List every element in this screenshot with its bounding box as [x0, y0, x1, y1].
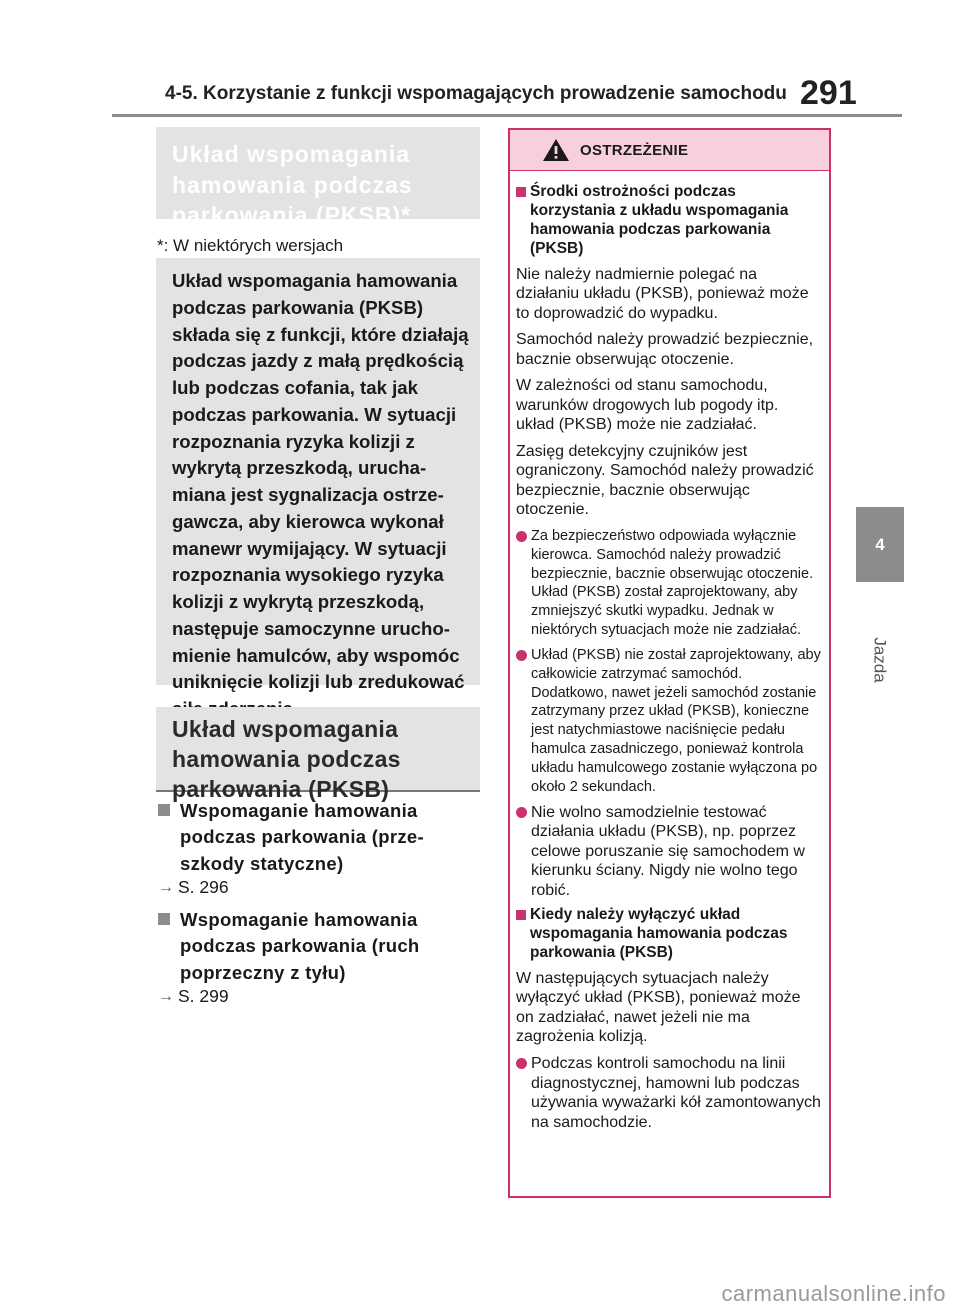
warning-bullet [516, 527, 821, 640]
arrow-right-icon: → [158, 878, 174, 896]
intro-box [156, 258, 480, 693]
warning-paragraph: W następujących sytuacjach należy wyłączyć układ (PKSB), ponieważ może on zadziałać, nawet jeżeli nie ma zagrożenia kolizją. [516, 969, 801, 1046]
section-title: Układ wspomagania hamowania podczas parkowania (PKSB)* [172, 141, 413, 229]
square-bullet-icon [516, 187, 526, 197]
warning-bullet-text: Układ (PKSB) nie został zaprojektowany, aby całkowicie zatrzymać samochód. Dodatkowo, nawet jeżeli samochód zostanie zatrzymany przez układ (PKSB), konieczne jest natychmiastowe naciśnięcie pedału hamulca zasadniczego, ponieważ kontrola układu hamulcowego zostanie wyłączona po około 2 sekundach. [531, 646, 821, 795]
section2-title-box [156, 707, 480, 802]
bullet-dot-icon [516, 531, 527, 542]
page-ref-299-text: S. 299 [178, 986, 229, 1006]
warning-subheading-disable-text: Kiedy należy wyłączyć układ wspomagania hamowania podczas parkowania (PKSB) [530, 906, 788, 962]
page-ref-296[interactable] [158, 877, 229, 898]
warning-paragraph: Nie należy nadmiernie polegać na działaniu układu (PKSB), ponieważ może to doprowadzić do wypadku. [516, 265, 809, 322]
section-title-box [156, 127, 480, 229]
square-bullet-icon [516, 910, 526, 920]
warning-bullet [516, 646, 821, 797]
footnote: *: W niektórych wersjach [157, 236, 344, 255]
warning-triangle-icon [542, 138, 570, 162]
arrow-right-icon: → [158, 987, 174, 1005]
subheading-static-obstacles-text: Wspomaganie hamowania podczas parkowania (przeszkody statyczne) [180, 800, 424, 874]
warning-header [510, 130, 829, 171]
warning-paragraph: Zasięg detekcyjny czujników jest ograniczony. Samochód należy prowadzić bezpiecznie, bacznie obserwując otoczenie. [516, 442, 814, 519]
warning-subheading-disable [516, 906, 821, 963]
warning-title: OSTRZEŻENIE [580, 141, 689, 159]
bullet-dot-icon [516, 1058, 527, 1069]
chapter-tab [856, 507, 904, 582]
header-divider [112, 114, 902, 117]
warning-body [510, 171, 829, 1132]
warning-box [508, 128, 831, 1198]
chapter-label-text: Jazda [871, 637, 890, 683]
warning-bullet-text: Za bezpieczeństwo odpowiada wyłącznie kierowca. Samochód należy prowadzić bezpiecznie, bacznie obserwując otoczenie. Układ (PKSB) został zaprojektowany, aby zmniejszyć skutki wypadku. Jednak w niektórych sytuacjach może nie zadziałać. [531, 527, 814, 639]
page-number: 291 [800, 74, 857, 112]
chapter-number: 4 [875, 534, 885, 554]
warning-bullet [516, 803, 821, 901]
warning-subheading-precautions-text: Środki ostrożności podczas korzystania z układu wspomagania hamowania podczas parkowania (PKSB) [530, 183, 789, 257]
section2-title: Układ wspomagania hamowania podczas parkowania (PKSB) [172, 716, 401, 802]
warning-bullet-text: Nie wolno samodzielnie testować działania układu (PKSB), np. poprzez celowe poruszanie się samochodem w kierunku ściany. Nigdy nie wolno tego robić. [531, 803, 805, 899]
subheading-rear-cross-traffic-text: Wspomaganie hamowania podczas parkowania (ruch poprzeczny z tyłu) [180, 909, 420, 983]
bullet-dot-icon [516, 650, 527, 661]
watermark: carmanualsonline.info [721, 1281, 946, 1306]
warning-subheading-precautions [516, 183, 821, 259]
warning-paragraph: W zależności od stanu samochodu, warunków drogowych lub pogody itp. układ (PKSB) może nie zadziałać. [516, 377, 779, 434]
subheading-static-obstacles [158, 798, 478, 877]
header-title: 4-5. Korzystanie z funkcji wspomagających prowadzenie samochodu [165, 83, 787, 104]
page-ref-299[interactable] [158, 986, 229, 1007]
bullet-dot-icon [516, 807, 527, 818]
warning-bullet-text: Podczas kontroli samochodu na linii diagnostycznej, hamowni lub podczas używania wyważarki kół zamontowanych na samochodzie. [531, 1054, 821, 1131]
subheading-rear-cross-traffic [158, 907, 478, 986]
warning-paragraph: Samochód należy prowadzić bezpiecznie, bacznie obserwując otoczenie. [516, 331, 814, 368]
page-ref-296-text: S. 296 [178, 877, 229, 897]
square-bullet-icon [158, 804, 170, 816]
chapter-label [862, 620, 898, 700]
warning-bullet [516, 1054, 821, 1132]
intro-text: Układ wspomagania hamowania podczas parkowania (PKSB) składa się z funkcji, które działają podczas jazdy z małą prędkością lub podczas cofania, tak jak podczas parkowania. W sytuacji rozpoznania ryzyka kolizji z wykrytą przeszkodą, uruchamiana jest sygnalizacja ostrzegawcza, aby kierowca wykonał manewr wymijający. W sytuacji rozpoznania wysokiego ryzyka kolizji z wykrytą przeszkodą, następuje samoczynne uruchomienie hamulców, aby wspomóc uniknięcie kolizji lub zredukować [172, 270, 469, 693]
square-bullet-icon [158, 913, 170, 925]
